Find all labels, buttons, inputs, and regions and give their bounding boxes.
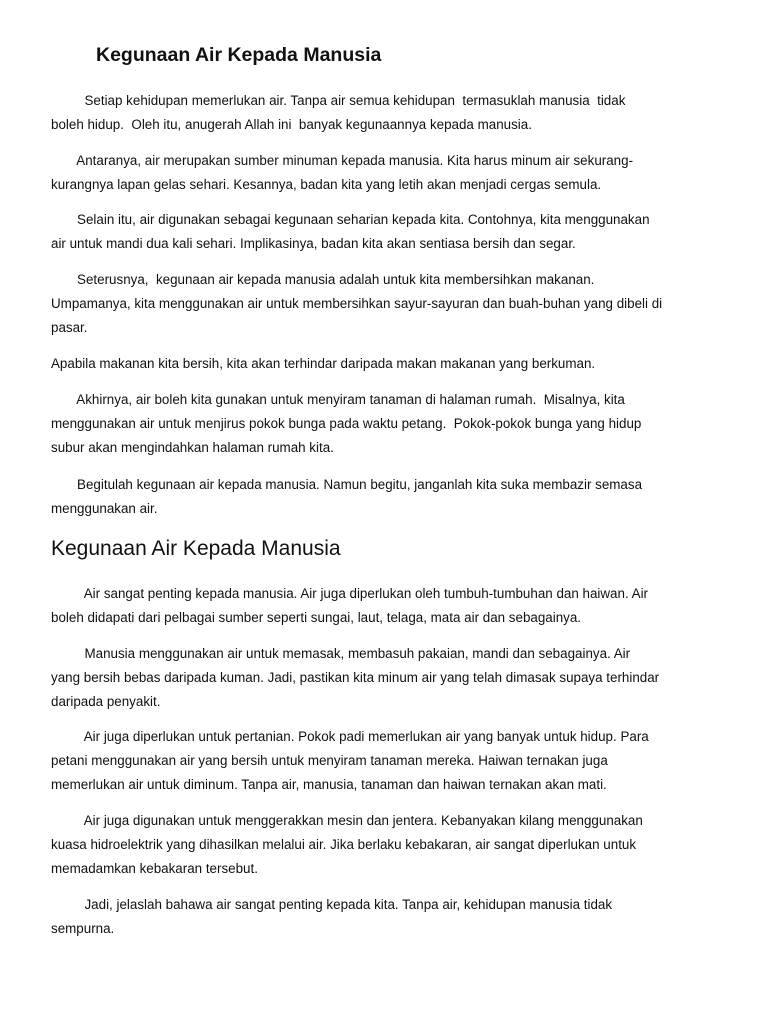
text-line: petani menggunakan air yang bersih untuk menyiram tanaman mereka. Haiwan ternakan juga (51, 753, 608, 768)
text-line: Umpamanya, kita menggunakan air untuk membersihkan sayur-sayuran dan buah-buhan yang dibeli di (51, 296, 663, 311)
text-line: air untuk mandi dua kali sehari. Implikasinya, badan kita akan sentiasa bersih dan segar. (51, 236, 576, 251)
essay-2-paragraph (51, 809, 746, 881)
essay-2-paragraph (51, 725, 746, 797)
text-line: Seterusnya, kegunaan air kepada manusia adalah untuk kita membersihkan makanan. (51, 272, 595, 287)
essay-1-paragraph (51, 352, 746, 376)
essay-2-paragraph (51, 893, 746, 941)
text-line: Air juga digunakan untuk menggerakkan mesin dan jentera. Kebanyakan kilang menggunakan (51, 813, 643, 828)
essay-2-paragraph (51, 642, 746, 714)
essay-1-paragraph (51, 149, 746, 197)
text-line: memadamkan kebakaran tersebut. (51, 861, 258, 876)
text-line: subur akan mengindahkan halaman rumah kita. (51, 440, 334, 455)
text-line: kurangnya lapan gelas sehari. Kesannya, badan kita yang letih akan menjadi cergas semula. (51, 177, 602, 192)
text-line: Air sangat penting kepada manusia. Air juga diperlukan oleh tumbuh-tumbuhan dan haiwan. Air (51, 586, 649, 601)
text-line: boleh hidup. Oleh itu, anugerah Allah ini banyak kegunaannya kepada manusia. (51, 117, 532, 132)
text-line: memerlukan air untuk diminum. Tanpa air, manusia, tanaman dan haiwan ternakan akan mati. (51, 777, 607, 792)
text-line: Setiap kehidupan memerlukan air. Tanpa air semua kehidupan termasuklah manusia tidak (51, 93, 626, 108)
text-line: pasar. (51, 320, 88, 335)
text-line: Manusia menggunakan air untuk memasak, membasuh pakaian, mandi dan sebagainya. Air (51, 646, 631, 661)
essay-1-paragraph (51, 473, 746, 521)
essay-1-title: Kegunaan Air Kepada Manusia (96, 44, 382, 66)
essay-1-paragraph (51, 208, 746, 256)
text-line: Air juga diperlukan untuk pertanian. Pokok padi memerlukan air yang banyak untuk hidup. Para (51, 729, 649, 744)
essay-2-paragraph (51, 582, 746, 630)
text-line: kuasa hidroelektrik yang dihasilkan melalui air. Jika berlaku kebakaran, air sangat diperlukan untuk (51, 837, 637, 852)
text-line: boleh didapati dari pelbagai sumber seperti sungai, laut, telaga, mata air dan sebagainya. (51, 610, 582, 625)
text-line: sempurna. (51, 921, 115, 936)
text-line: yang bersih bebas daripada kuman. Jadi, pastikan kita minum air yang telah dimasak supaya terhindar (51, 670, 660, 685)
text-line: Akhirnya, air boleh kita gunakan untuk menyiram tanaman di halaman rumah. Misalnya, kita (51, 392, 625, 407)
text-line: Antaranya, air merupakan sumber minuman kepada manusia. Kita harus minum air sekurang- (51, 153, 634, 168)
text-line: Jadi, jelaslah bahawa air sangat penting kepada kita. Tanpa air, kehidupan manusia tidak (51, 897, 613, 912)
text-line: menggunakan air untuk menjirus pokok bunga pada waktu petang. Pokok-pokok bunga yang hidup (51, 416, 642, 431)
text-line: Begitulah kegunaan air kepada manusia. Namun begitu, janganlah kita suka membazir semasa (51, 477, 643, 492)
text-line: menggunakan air. (51, 501, 158, 516)
essay-1-paragraph (51, 388, 746, 460)
text-line: Apabila makanan kita bersih, kita akan terhindar daripada makan makanan yang berkuman. (51, 356, 596, 371)
text-line: Selain itu, air digunakan sebagai kegunaan seharian kepada kita. Contohnya, kita menggunakan (51, 212, 650, 227)
text-line: daripada penyakit. (51, 694, 161, 709)
essay-1-paragraph (51, 89, 746, 137)
essay-2-title: Kegunaan Air Kepada Manusia (51, 537, 341, 560)
essay-1-paragraph (51, 268, 746, 340)
